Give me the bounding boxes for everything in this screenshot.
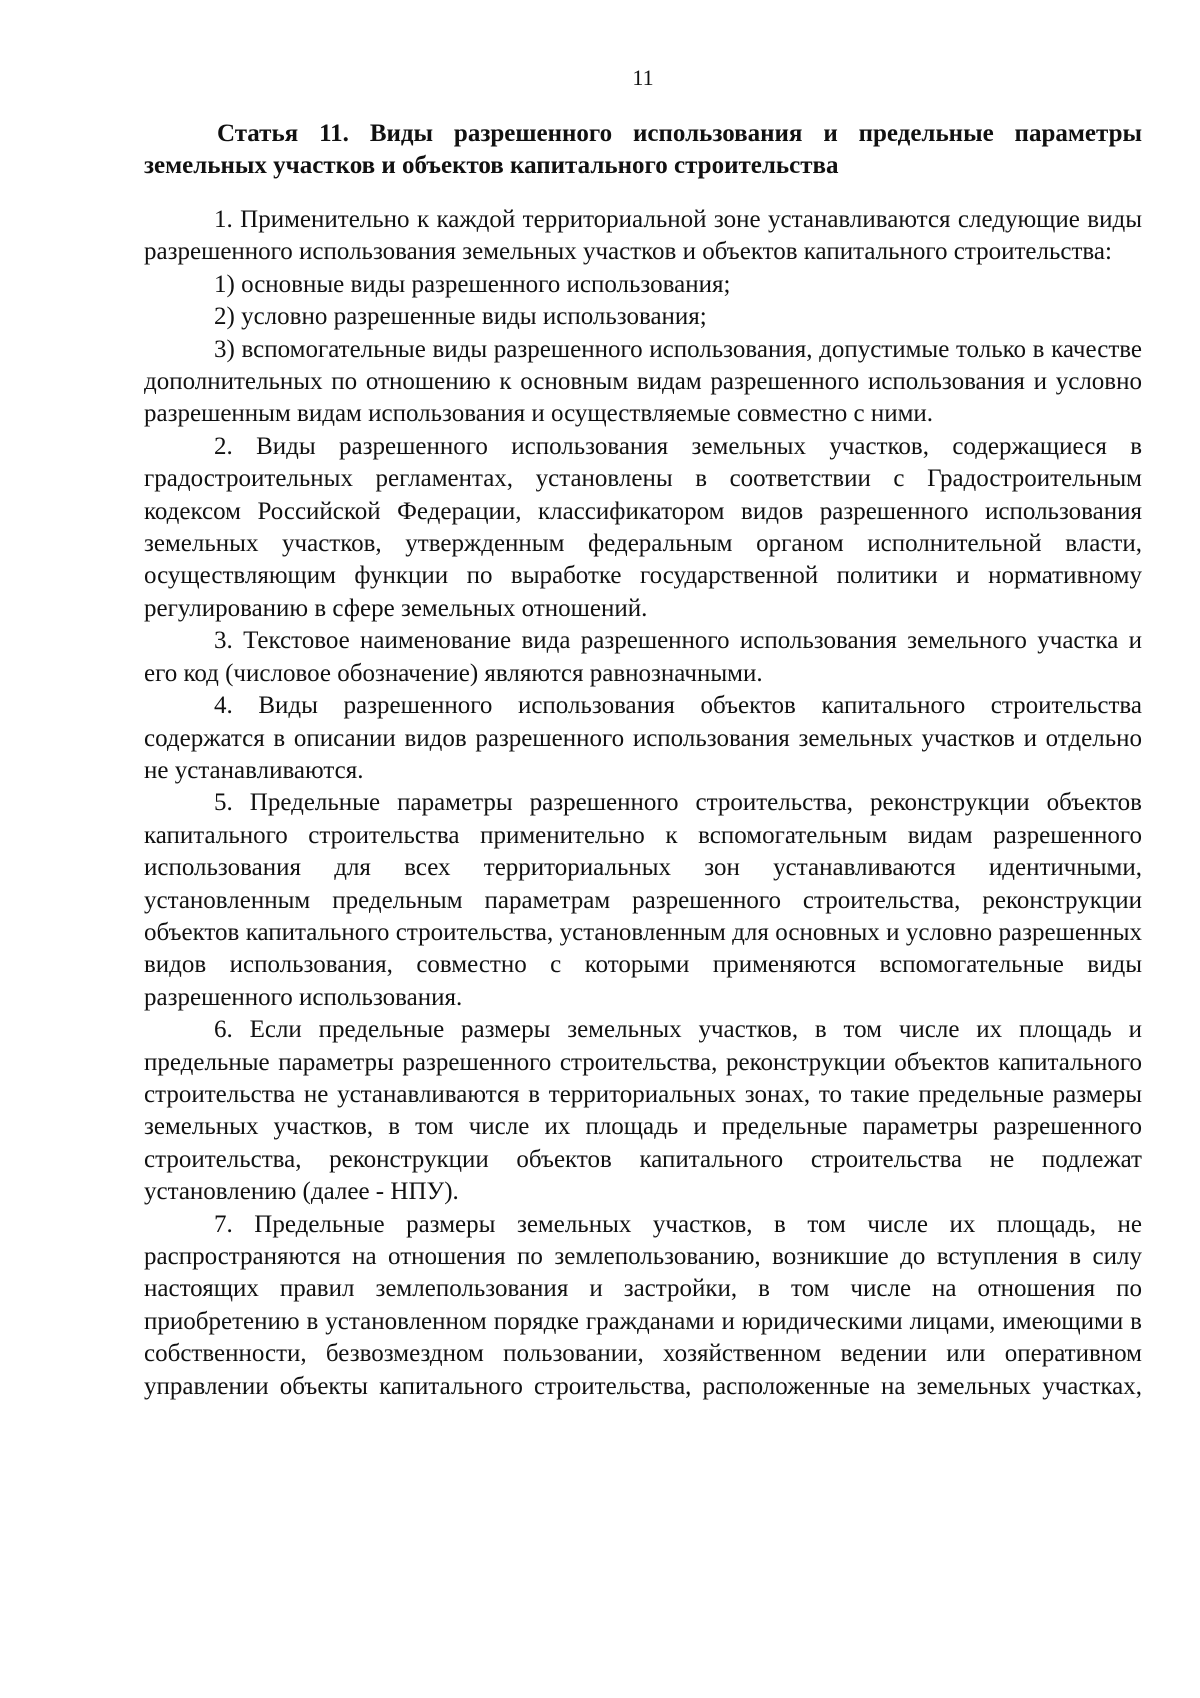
page-number: 11: [632, 65, 654, 90]
article-title-text: Статья 11. Виды разрешенного использования и предельные параметры земельных участков и объектов капитального строительства: [144, 120, 1142, 179]
paragraph-2: 2. Виды разрешенного использования земельных участков, содержащиеся в градостроительных регламентах, установлены в соответствии с Градостроительным кодексом Российской Федерации, классификатором видов разрешенного использования земельных участков, утвержденным федеральным органом исполнительной власти, осуществляющим функции по выработке государственной политики и нормативному регулированию в сфере земельных отношений.: [144, 432, 1142, 622]
list-item-2: 2) условно разрешенные виды использования;: [214, 303, 707, 331]
paragraph-5: 5. Предельные параметры разрешенного строительства, реконструкции объектов капитального строительства применительно к вспомогательным видам разрешенного использования для всех территориальных зон устанавливаются идентичными, установленным предельным параметрам разрешенного строительства, реконструкции объектов капитального строительства, установленным для основных и условно разрешенных видов использования, совместно с которыми применяются вспомогательные виды разрешенного использования.: [144, 789, 1142, 1011]
article-title: [144, 118, 1142, 182]
paragraph-3: 3. Текстовое наименование вида разрешенного использования земельного участка и его код (числовое обозначение) являются равнозначными.: [144, 627, 1142, 687]
article-body: [144, 204, 1142, 1403]
paragraph-6: 6. Если предельные размеры земельных участков, в том числе их площадь и предельные параметры разрешенного строительства, реконструкции объектов капитального строительства не устанавливаются в территориальных зонах, то такие предельные размеры земельных участков, в том числе их площадь и предельные параметры разрешенного строительства, реконструкции объектов капитального строительства не подлежат установлению (далее - НПУ).: [144, 1016, 1142, 1206]
paragraph-1: 1. Применительно к каждой территориальной зоне устанавливаются следующие виды разрешенного использования земельных участков и объектов капитального строительства:: [144, 206, 1142, 266]
paragraph-7: 7. Предельные размеры земельных участков, в том числе их площадь, не распространяются на отношения по землепользованию, возникшие до вступления в силу настоящих правил землепользования и застройки, в том числе на отношения по приобретению в установленном порядке гражданами и юридическими лицами, имеющими в собственности, безвозмездном пользовании, хозяйственном ведении или оперативном управлении объекты капитального строительства, расположенные на земельных участках,: [144, 1210, 1142, 1400]
list-item-1: 1) основные виды разрешенного использования;: [214, 270, 731, 298]
paragraph-4: 4. Виды разрешенного использования объектов капитального строительства содержатся в описании видов разрешенного использования земельных участков и отдельно не устанавливаются.: [144, 692, 1142, 784]
list-item-3: 3) вспомогательные виды разрешенного использования, допустимые только в качестве дополнительных по отношению к основным видам разрешенного использования и условно разрешенным видам использования и осуществляемые совместно с ними.: [144, 335, 1142, 428]
